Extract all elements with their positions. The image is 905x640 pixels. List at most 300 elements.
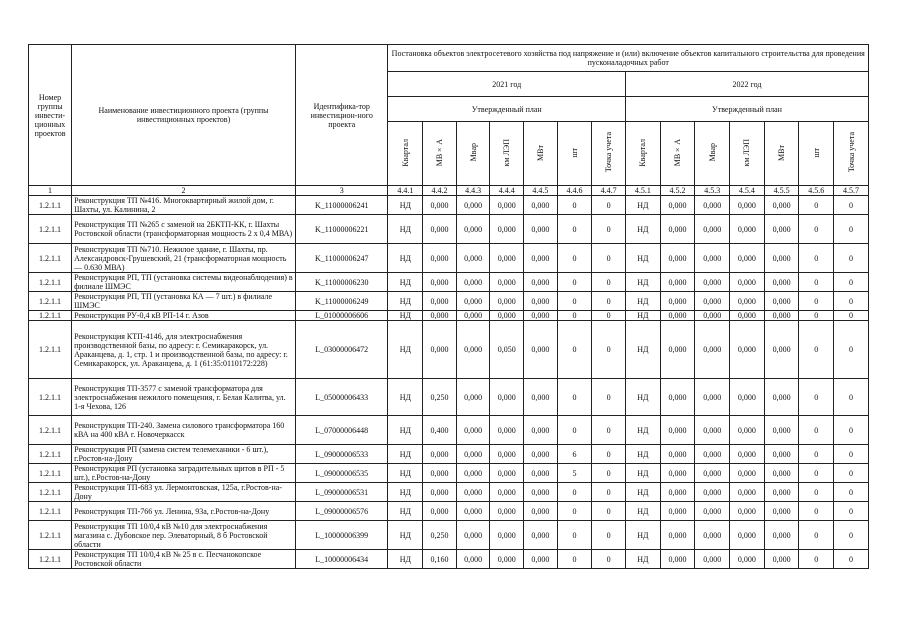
value-cell: 0 xyxy=(799,550,834,569)
value-cell: 0,000 xyxy=(730,416,765,445)
value-cell: 0,000 xyxy=(660,445,695,464)
value-cell: 0 xyxy=(592,273,626,292)
value-cell: 0,000 xyxy=(524,416,558,445)
project-id-cell: K_11000006230 xyxy=(295,273,388,292)
value-cell: 0,000 xyxy=(490,273,524,292)
value-cell: 0,000 xyxy=(524,196,558,215)
header-unit xyxy=(456,122,490,186)
value-cell: 0,000 xyxy=(423,502,457,521)
value-cell: 0 xyxy=(592,416,626,445)
value-cell: НД xyxy=(625,416,660,445)
value-cell: 0,000 xyxy=(764,464,799,483)
table-row xyxy=(29,215,869,244)
value-cell: НД xyxy=(388,416,423,445)
column-number: 4.5.6 xyxy=(799,186,834,196)
header-unit-label: км ЛЭП xyxy=(742,138,752,167)
value-cell: 0,000 xyxy=(764,311,799,321)
group-number-cell: 1.2.1.1 xyxy=(29,416,72,445)
column-number: 4.5.4 xyxy=(730,186,765,196)
value-cell: 0 xyxy=(592,311,626,321)
value-cell: 0 xyxy=(557,321,592,379)
header-unit-label: МВт xyxy=(777,144,787,161)
header-unit xyxy=(557,122,592,186)
value-cell: 0 xyxy=(592,292,626,311)
value-cell: НД xyxy=(625,379,660,416)
group-number-cell: 1.2.1.1 xyxy=(29,550,72,569)
project-id-cell: L_09000006531 xyxy=(295,483,388,502)
header-unit xyxy=(423,122,457,186)
group-number-cell: 1.2.1.1 xyxy=(29,379,72,416)
project-id-cell: K_11000006221 xyxy=(295,215,388,244)
project-name-cell: Реконструкция ТП №416. Многоквартирный жилой дом, г. Шахты, ул. Калинина, 2 xyxy=(72,196,296,215)
value-cell: 0,000 xyxy=(456,483,490,502)
value-cell: НД xyxy=(625,521,660,550)
value-cell: 0,000 xyxy=(490,502,524,521)
value-cell: 0,000 xyxy=(423,292,457,311)
value-cell: 0 xyxy=(592,445,626,464)
value-cell: НД xyxy=(625,311,660,321)
value-cell: 0,250 xyxy=(423,521,457,550)
value-cell: НД xyxy=(388,244,423,273)
value-cell: 0 xyxy=(799,215,834,244)
header-unit-label: МВ×А xyxy=(673,138,683,167)
table-row xyxy=(29,273,869,292)
value-cell: 0,000 xyxy=(423,483,457,502)
value-cell: 5 xyxy=(557,464,592,483)
project-name-cell: Реконструкция ТП-240. Замена силового трансформатора 160 кВА на 400 кВА г. Новочеркасск xyxy=(72,416,296,445)
value-cell: 0 xyxy=(799,445,834,464)
header-project-name: Наименование инвестиционного проекта (группы инвестиционных проектов) xyxy=(72,45,296,186)
value-cell: 0 xyxy=(834,321,869,379)
value-cell: 0 xyxy=(834,464,869,483)
value-cell: 0 xyxy=(799,321,834,379)
value-cell: 0,000 xyxy=(764,416,799,445)
value-cell: 0 xyxy=(557,483,592,502)
value-cell: 0,000 xyxy=(695,379,730,416)
project-id-cell: L_03000006472 xyxy=(295,321,388,379)
column-number: 4.4.6 xyxy=(557,186,592,196)
value-cell: 0,000 xyxy=(730,521,765,550)
value-cell: 0 xyxy=(834,521,869,550)
investment-table-sheet xyxy=(28,44,869,569)
value-cell: 0 xyxy=(592,379,626,416)
value-cell: НД xyxy=(625,196,660,215)
value-cell: 0,000 xyxy=(423,273,457,292)
value-cell: 0,000 xyxy=(695,445,730,464)
table-row xyxy=(29,483,869,502)
project-name-cell: Реконструкция ТП 10/0,4 кВ № 25 в с. Песчанокопское Ростовской области xyxy=(72,550,296,569)
project-name-cell: Реконструкция РП, ТП (установка системы видеонаблюдения) в филиале ШМЭС xyxy=(72,273,296,292)
value-cell: НД xyxy=(625,321,660,379)
value-cell: 0,000 xyxy=(456,416,490,445)
value-cell: 0 xyxy=(557,550,592,569)
project-name-cell: Реконструкция РП, ТП (установка КА — 7 шт.) в филиале ШМЭС xyxy=(72,292,296,311)
project-id-cell: L_09000006533 xyxy=(295,445,388,464)
value-cell: 0 xyxy=(557,196,592,215)
value-cell: 0 xyxy=(799,311,834,321)
header-unit xyxy=(799,122,834,186)
header-unit-label: Квартал xyxy=(638,138,648,167)
header-plan-2021: Утвержденный план xyxy=(388,97,626,122)
header-unit-label: МВ×А xyxy=(434,138,444,167)
value-cell: 0 xyxy=(799,273,834,292)
group-number-cell: 1.2.1.1 xyxy=(29,502,72,521)
value-cell: 0,000 xyxy=(524,244,558,273)
value-cell: 0,000 xyxy=(456,244,490,273)
table-row xyxy=(29,550,869,569)
value-cell: 0,000 xyxy=(524,483,558,502)
project-id-cell: L_05000006433 xyxy=(295,379,388,416)
project-id-cell: L_01000006606 xyxy=(295,311,388,321)
value-cell: 0 xyxy=(834,292,869,311)
header-unit xyxy=(695,122,730,186)
project-id-cell: K_11000006241 xyxy=(295,196,388,215)
value-cell: 0,400 xyxy=(423,416,457,445)
group-number-cell: 1.2.1.1 xyxy=(29,244,72,273)
value-cell: 0 xyxy=(592,521,626,550)
value-cell: 0 xyxy=(557,292,592,311)
value-cell: НД xyxy=(625,244,660,273)
header-unit xyxy=(625,122,660,186)
value-cell: 0,000 xyxy=(660,416,695,445)
value-cell: 0,000 xyxy=(456,292,490,311)
value-cell: 0 xyxy=(799,483,834,502)
header-project-id: Идентифика-тор инвестицион-ного проекта xyxy=(295,45,388,186)
table-row xyxy=(29,464,869,483)
column-number: 3 xyxy=(295,186,388,196)
value-cell: 0,000 xyxy=(660,550,695,569)
value-cell: НД xyxy=(388,502,423,521)
value-cell: НД xyxy=(625,292,660,311)
table-row xyxy=(29,445,869,464)
group-number-cell: 1.2.1.1 xyxy=(29,273,72,292)
group-number-cell: 1.2.1.1 xyxy=(29,215,72,244)
value-cell: 0,000 xyxy=(490,483,524,502)
value-cell: 0,000 xyxy=(730,244,765,273)
value-cell: 0,000 xyxy=(660,292,695,311)
value-cell: 0,000 xyxy=(660,521,695,550)
value-cell: 0 xyxy=(834,196,869,215)
column-number: 4.4.3 xyxy=(456,186,490,196)
value-cell: 0 xyxy=(557,311,592,321)
value-cell: 0,000 xyxy=(660,244,695,273)
value-cell: 0,000 xyxy=(764,244,799,273)
header-unit xyxy=(524,122,558,186)
value-cell: 6 xyxy=(557,445,592,464)
value-cell: 0,000 xyxy=(764,379,799,416)
group-number-cell: 1.2.1.1 xyxy=(29,321,72,379)
value-cell: 0,000 xyxy=(524,321,558,379)
value-cell: 0,000 xyxy=(764,196,799,215)
value-cell: 0 xyxy=(834,483,869,502)
value-cell: 0 xyxy=(834,445,869,464)
value-cell: 0,000 xyxy=(490,416,524,445)
group-number-cell: 1.2.1.1 xyxy=(29,196,72,215)
value-cell: 0 xyxy=(557,521,592,550)
value-cell: 0,000 xyxy=(660,379,695,416)
table-row xyxy=(29,244,869,273)
value-cell: 0,000 xyxy=(764,483,799,502)
column-number: 4.5.3 xyxy=(695,186,730,196)
group-number-cell: 1.2.1.1 xyxy=(29,521,72,550)
value-cell: 0,000 xyxy=(695,311,730,321)
value-cell: 0 xyxy=(799,502,834,521)
value-cell: 0,000 xyxy=(456,273,490,292)
value-cell: 0,250 xyxy=(423,379,457,416)
value-cell: 0,000 xyxy=(456,445,490,464)
value-cell: 0,000 xyxy=(456,521,490,550)
column-number-row xyxy=(29,186,869,196)
value-cell: 0 xyxy=(834,311,869,321)
value-cell: 0,000 xyxy=(695,464,730,483)
value-cell: 0,000 xyxy=(764,445,799,464)
value-cell: 0,000 xyxy=(660,502,695,521)
value-cell: 0,000 xyxy=(660,196,695,215)
investment-table xyxy=(28,44,869,569)
header-unit xyxy=(592,122,626,186)
header-group-number: Номер группы инвести-ционных проектов xyxy=(29,45,72,186)
value-cell: 0,000 xyxy=(730,550,765,569)
project-name-cell: Реконструкция ТП-683 ул. Лермонтовская, 125а, г.Ростов-на-Дону xyxy=(72,483,296,502)
value-cell: 0,000 xyxy=(490,521,524,550)
value-cell: НД xyxy=(388,521,423,550)
column-number: 4.4.4 xyxy=(490,186,524,196)
value-cell: НД xyxy=(625,445,660,464)
value-cell: 0,000 xyxy=(764,321,799,379)
value-cell: 0,000 xyxy=(456,321,490,379)
value-cell: 0,000 xyxy=(524,550,558,569)
value-cell: 0,000 xyxy=(490,196,524,215)
value-cell: 0,000 xyxy=(456,502,490,521)
value-cell: 0,000 xyxy=(524,502,558,521)
value-cell: 0 xyxy=(799,379,834,416)
value-cell: 0,000 xyxy=(660,215,695,244)
column-number: 1 xyxy=(29,186,72,196)
value-cell: 0 xyxy=(557,215,592,244)
header-unit xyxy=(490,122,524,186)
header-plan-2022: Утвержденный план xyxy=(625,97,868,122)
header-unit-label: Точка учета xyxy=(604,132,614,173)
value-cell: 0,000 xyxy=(764,550,799,569)
value-cell: НД xyxy=(388,273,423,292)
value-cell: 0,000 xyxy=(423,311,457,321)
value-cell: 0,000 xyxy=(490,379,524,416)
value-cell: 0,000 xyxy=(695,273,730,292)
value-cell: 0,000 xyxy=(490,311,524,321)
value-cell: 0,000 xyxy=(490,550,524,569)
column-number: 4.5.7 xyxy=(834,186,869,196)
project-name-cell: Реконструкция ТП 10/0,4 кВ №10 для электроснабжения магазина с. Дубовское пер. Элеваторный, 8 б Ростовской области xyxy=(72,521,296,550)
header-unit xyxy=(660,122,695,186)
value-cell: 0,000 xyxy=(456,215,490,244)
value-cell: 0,160 xyxy=(423,550,457,569)
value-cell: 0,000 xyxy=(660,483,695,502)
value-cell: 0,000 xyxy=(764,273,799,292)
group-number-cell: 1.2.1.1 xyxy=(29,292,72,311)
value-cell: НД xyxy=(388,445,423,464)
value-cell: 0 xyxy=(834,244,869,273)
value-cell: 0,000 xyxy=(695,196,730,215)
value-cell: 0 xyxy=(557,273,592,292)
value-cell: 0,000 xyxy=(456,464,490,483)
value-cell: 0 xyxy=(592,483,626,502)
value-cell: 0,000 xyxy=(730,215,765,244)
value-cell: 0,000 xyxy=(423,445,457,464)
value-cell: 0,000 xyxy=(456,379,490,416)
value-cell: 0 xyxy=(799,196,834,215)
value-cell: 0,000 xyxy=(764,215,799,244)
project-name-cell: Реконструкция РП (установка заградительных щитов в РП - 5 шт.), г.Ростов-на-Дону xyxy=(72,464,296,483)
project-id-cell: L_07000006448 xyxy=(295,416,388,445)
header-unit-label: Мвар xyxy=(707,143,717,162)
value-cell: 0,050 xyxy=(490,321,524,379)
header-unit-label: км ЛЭП xyxy=(502,138,512,167)
table-row xyxy=(29,292,869,311)
column-number: 4.5.5 xyxy=(764,186,799,196)
value-cell: 0,000 xyxy=(660,321,695,379)
value-cell: 0,000 xyxy=(660,464,695,483)
value-cell: 0,000 xyxy=(695,321,730,379)
value-cell: 0 xyxy=(557,502,592,521)
value-cell: 0 xyxy=(834,550,869,569)
project-id-cell: L_10000006434 xyxy=(295,550,388,569)
table-row xyxy=(29,379,869,416)
value-cell: 0,000 xyxy=(695,292,730,311)
group-number-cell: 1.2.1.1 xyxy=(29,464,72,483)
value-cell: 0,000 xyxy=(764,292,799,311)
header-year-2022: 2022 год xyxy=(625,72,868,97)
value-cell: 0,000 xyxy=(695,521,730,550)
project-name-cell: Реконструкция ТП-766 ул. Ленина, 93а, г.Ростов-на-Дону xyxy=(72,502,296,521)
value-cell: 0 xyxy=(834,379,869,416)
value-cell: 0,000 xyxy=(524,292,558,311)
value-cell: 0 xyxy=(834,215,869,244)
header-unit-label: МВт xyxy=(535,144,545,161)
value-cell: 0 xyxy=(592,196,626,215)
group-number-cell: 1.2.1.1 xyxy=(29,311,72,321)
value-cell: 0,000 xyxy=(730,292,765,311)
project-name-cell: Реконструкция РУ-0,4 кВ РП-14 г. Азов xyxy=(72,311,296,321)
value-cell: 0 xyxy=(592,464,626,483)
value-cell: 0 xyxy=(799,521,834,550)
value-cell: НД xyxy=(625,273,660,292)
table-row xyxy=(29,311,869,321)
header-unit xyxy=(834,122,869,186)
value-cell: НД xyxy=(625,483,660,502)
value-cell: НД xyxy=(388,196,423,215)
value-cell: 0,000 xyxy=(524,464,558,483)
value-cell: 0,000 xyxy=(490,292,524,311)
value-cell: 0,000 xyxy=(695,483,730,502)
value-cell: 0 xyxy=(557,416,592,445)
value-cell: 0,000 xyxy=(456,550,490,569)
value-cell: 0,000 xyxy=(730,273,765,292)
value-cell: 0,000 xyxy=(423,196,457,215)
value-cell: НД xyxy=(388,311,423,321)
column-number: 2 xyxy=(72,186,296,196)
project-id-cell: K_11000006249 xyxy=(295,292,388,311)
header-unit-label: Точка учета xyxy=(846,132,856,173)
header-unit-label: Квартал xyxy=(400,138,410,167)
value-cell: НД xyxy=(625,550,660,569)
value-cell: НД xyxy=(388,550,423,569)
value-cell: НД xyxy=(625,464,660,483)
header-year-2021: 2021 год xyxy=(388,72,626,97)
value-cell: 0,000 xyxy=(423,215,457,244)
column-number: 4.4.2 xyxy=(423,186,457,196)
value-cell: 0,000 xyxy=(730,311,765,321)
value-cell: 0,000 xyxy=(524,273,558,292)
project-name-cell: Реконструкция РП (замена систем телемеханики - 6 шт.), г.Ростов-на-Дону xyxy=(72,445,296,464)
value-cell: 0,000 xyxy=(524,445,558,464)
value-cell: 0 xyxy=(799,416,834,445)
value-cell: 0,000 xyxy=(423,464,457,483)
value-cell: 0,000 xyxy=(695,502,730,521)
value-cell: НД xyxy=(625,215,660,244)
header-unit-label: Мвар xyxy=(468,143,478,162)
value-cell: 0 xyxy=(557,244,592,273)
value-cell: 0,000 xyxy=(764,502,799,521)
table-row xyxy=(29,321,869,379)
header-unit-label: шт xyxy=(570,147,580,158)
column-number: 4.4.5 xyxy=(524,186,558,196)
project-name-cell: Реконструкция ТП-3577 с заменой трансформатора для электроснабжения нежилого помещения, г. Белая Калитва, ул. 1-я Чехова, 126 xyxy=(72,379,296,416)
value-cell: 0 xyxy=(557,379,592,416)
value-cell: 0,000 xyxy=(524,521,558,550)
value-cell: 0,000 xyxy=(730,502,765,521)
value-cell: 0,000 xyxy=(524,215,558,244)
value-cell: 0,000 xyxy=(730,445,765,464)
project-id-cell: L_09000006535 xyxy=(295,464,388,483)
value-cell: 0,000 xyxy=(524,311,558,321)
value-cell: 0,000 xyxy=(490,244,524,273)
value-cell: 0,000 xyxy=(764,521,799,550)
value-cell: 0,000 xyxy=(423,244,457,273)
value-cell: 0 xyxy=(834,273,869,292)
header-unit xyxy=(764,122,799,186)
table-row xyxy=(29,196,869,215)
value-cell: 0 xyxy=(592,244,626,273)
table-row xyxy=(29,521,869,550)
value-cell: НД xyxy=(388,321,423,379)
value-cell: 0,000 xyxy=(730,483,765,502)
header-unit-label: шт xyxy=(811,147,821,158)
project-name-cell: Реконструкция ТП №265 с заменой на 2БКТП-КК, г. Шахты Ростовской области (трансформаторная мощность 2 х 0,4 МВА) xyxy=(72,215,296,244)
value-cell: 0 xyxy=(799,464,834,483)
value-cell: 0 xyxy=(799,244,834,273)
value-cell: 0,000 xyxy=(456,311,490,321)
value-cell: 0,000 xyxy=(730,464,765,483)
project-name-cell: Реконструкция ТП №710. Нежилое здание, г. Шахты, пр. Александровск-Грушевский, 21 (трансформаторная мощность — 0.630 МВА) xyxy=(72,244,296,273)
column-number: 4.4.1 xyxy=(388,186,423,196)
value-cell: НД xyxy=(625,502,660,521)
table-row xyxy=(29,416,869,445)
group-number-cell: 1.2.1.1 xyxy=(29,445,72,464)
value-cell: НД xyxy=(388,379,423,416)
value-cell: 0 xyxy=(799,292,834,311)
project-id-cell: K_11000006247 xyxy=(295,244,388,273)
value-cell: 0,000 xyxy=(423,321,457,379)
value-cell: 0,000 xyxy=(695,550,730,569)
value-cell: 0,000 xyxy=(524,379,558,416)
value-cell: 0,000 xyxy=(695,416,730,445)
table-row xyxy=(29,502,869,521)
value-cell: 0,000 xyxy=(730,321,765,379)
value-cell: 0,000 xyxy=(730,379,765,416)
header-unit xyxy=(730,122,765,186)
value-cell: 0,000 xyxy=(695,215,730,244)
value-cell: 0,000 xyxy=(695,244,730,273)
